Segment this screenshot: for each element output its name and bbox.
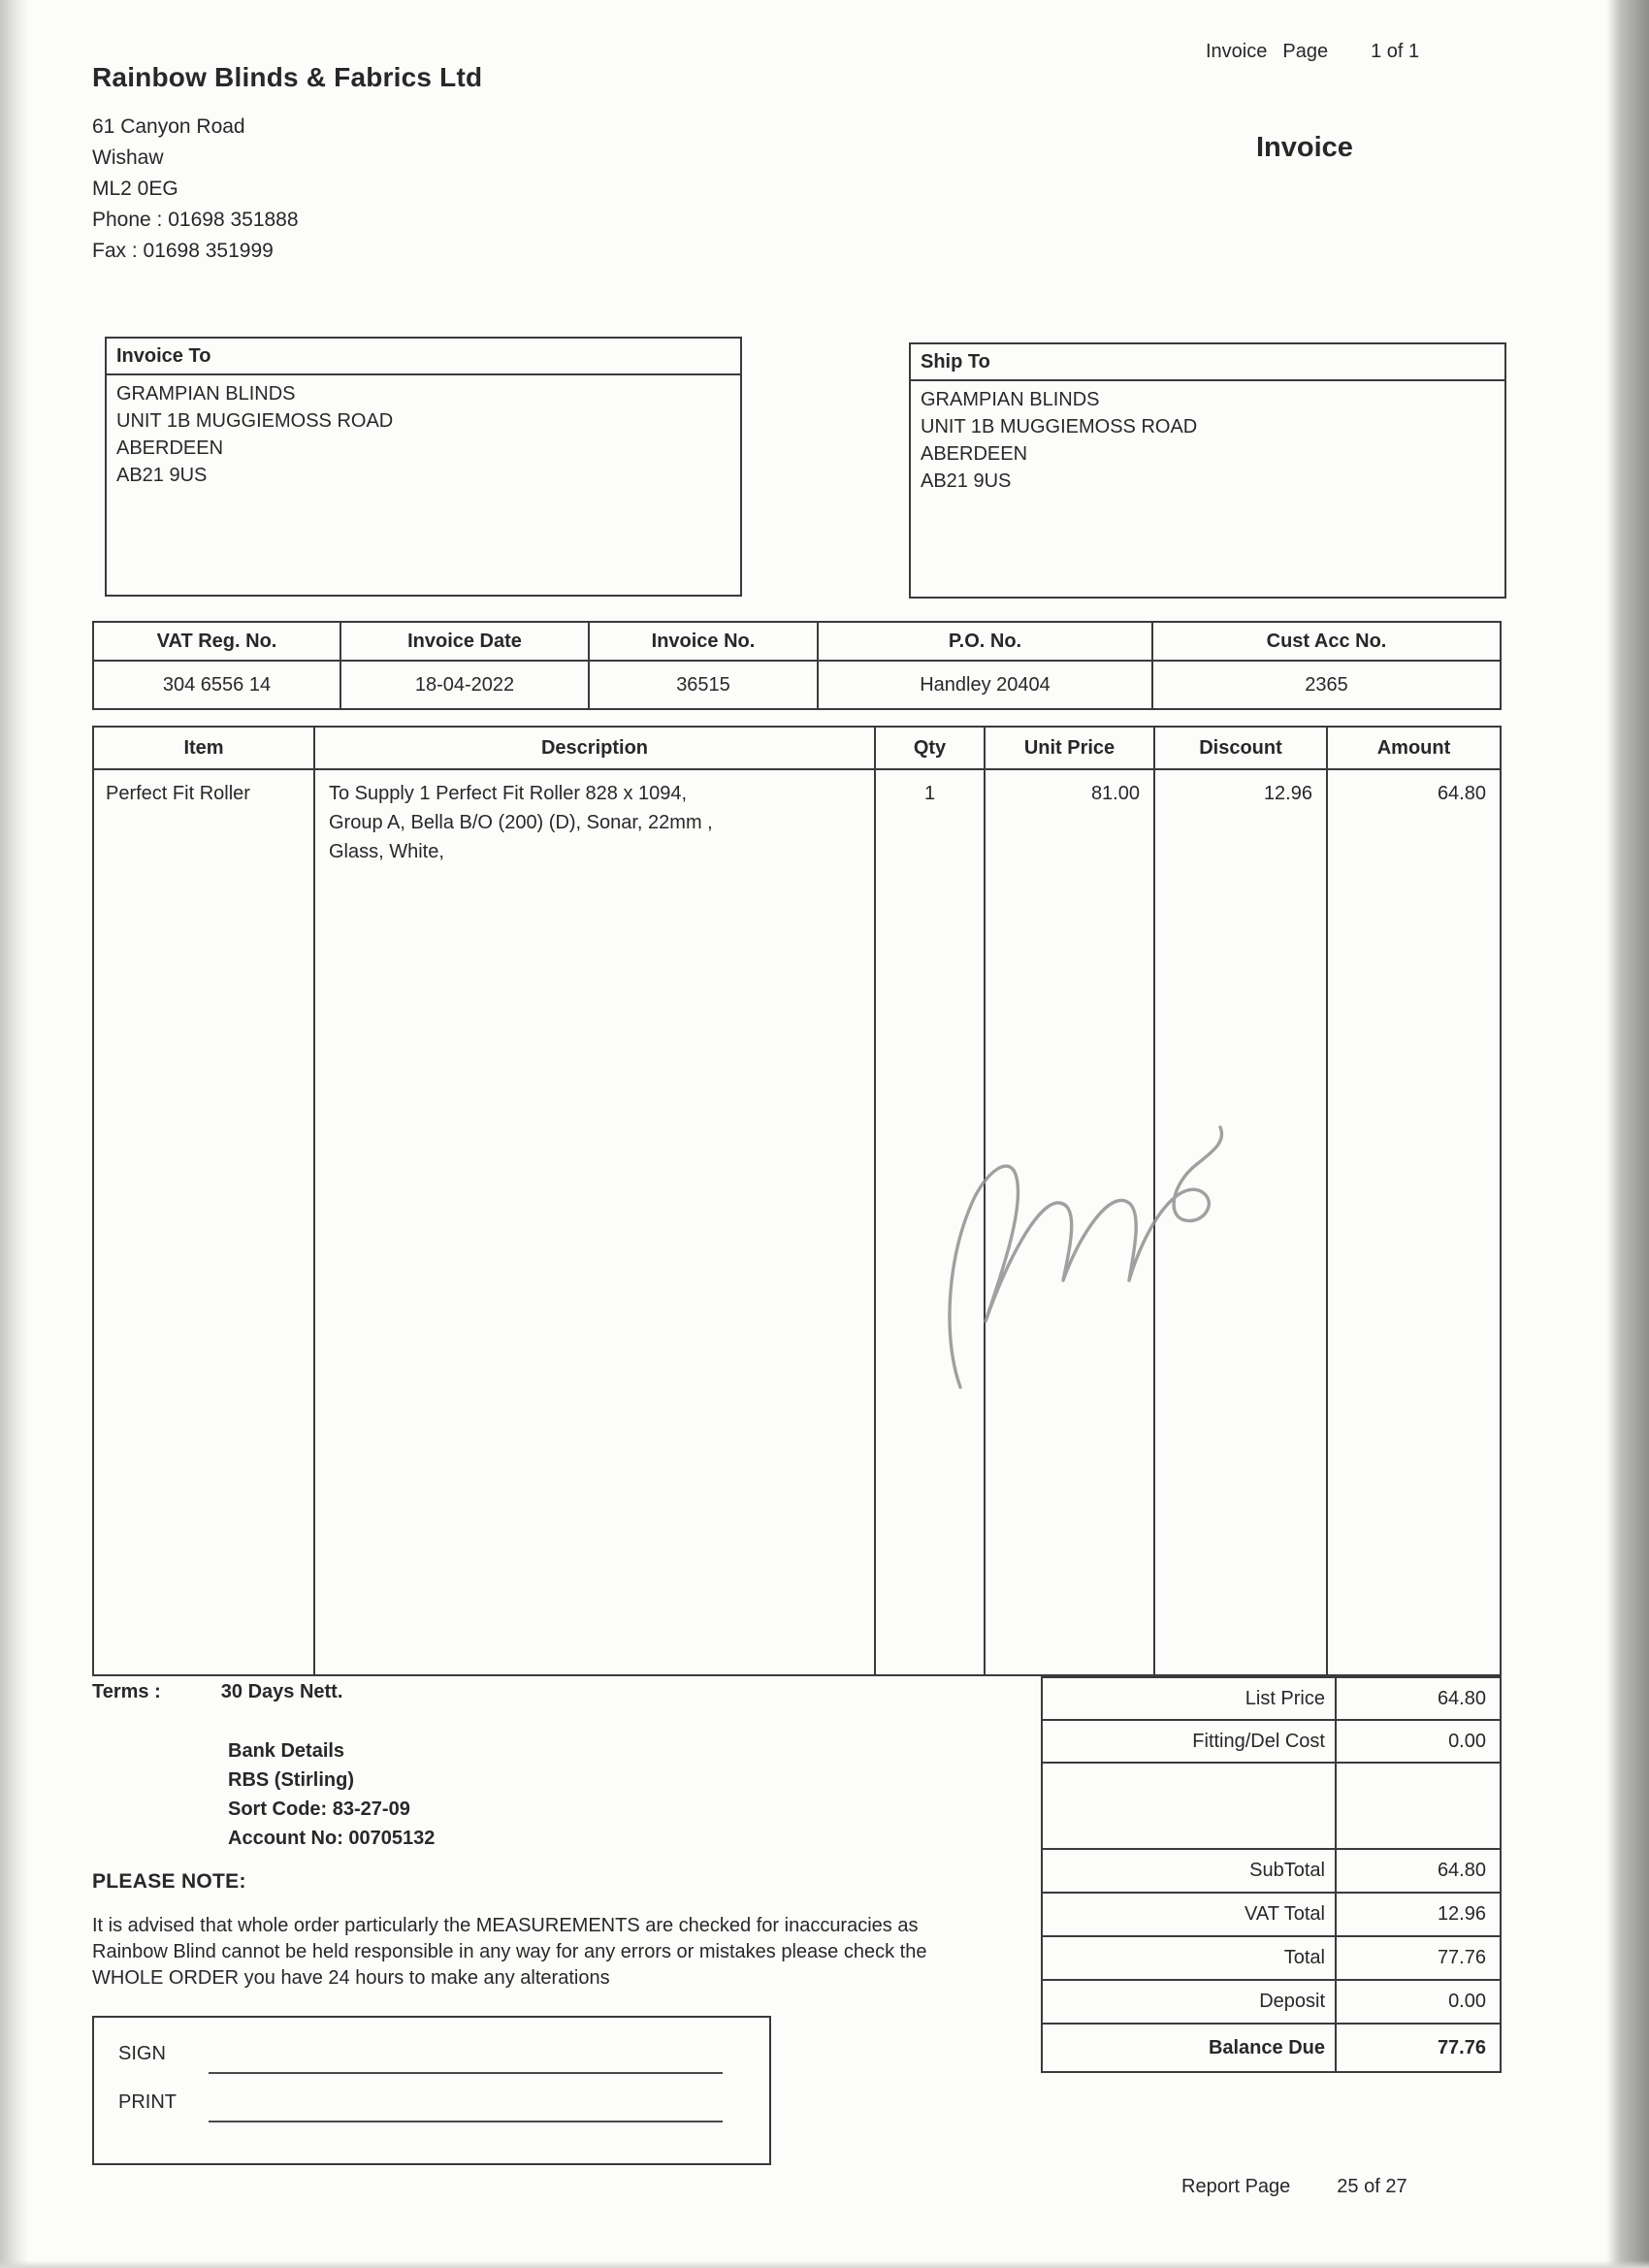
meta-header-cust-acc: Cust Acc No. <box>1153 623 1500 662</box>
company-name: Rainbow Blinds & Fabrics Ltd <box>92 62 483 92</box>
ship-to-line: UNIT 1B MUGGIEMOSS ROAD <box>921 416 1198 437</box>
item-discount-cell: 12.96 <box>1155 770 1328 1674</box>
company-address-line: ML2 0EG <box>92 178 178 200</box>
ship-to-line: AB21 9US <box>921 470 1012 492</box>
totals-value-vat-total: 12.96 <box>1337 1894 1500 1937</box>
sign-print-box <box>92 2016 771 2165</box>
print-label: PRINT <box>118 2091 177 2113</box>
totals-label-list-price: List Price <box>1043 1678 1337 1721</box>
ship-to-line: GRAMPIAN BLINDS <box>921 389 1100 410</box>
invoice-to-address <box>107 375 740 494</box>
invoice-title: Invoice <box>1256 132 1353 163</box>
invoice-to-box <box>105 337 742 597</box>
meta-header-po-no: P.O. No. <box>819 623 1153 662</box>
bank-details <box>228 1736 435 1853</box>
scan-edge-left <box>0 0 29 2268</box>
sign-label: SIGN <box>118 2043 166 2064</box>
item-description-line: To Supply 1 Perfect Fit Roller 828 x 1094, <box>329 783 688 804</box>
note-body: It is advised that whole order particularly the MEASUREMENTS are checked for inaccuracies as Rainbow Blind cannot be held responsible in any way for any errors or mistakes please check the WHOLE ORDER you have 24 hours to make any alterations <box>92 1915 927 1989</box>
terms-row <box>92 1681 342 1703</box>
items-header-unit-price: Unit Price <box>986 728 1155 770</box>
ship-to-box <box>909 342 1506 599</box>
report-page-label: Report Page <box>1181 2176 1291 2197</box>
invoice-meta-table <box>92 621 1502 710</box>
ship-to-title: Ship To <box>911 344 1504 381</box>
company-address-line: Wishaw <box>92 146 164 169</box>
items-header-discount: Discount <box>1155 728 1328 770</box>
totals-value-list-price: 64.80 <box>1337 1678 1500 1721</box>
item-name-cell <box>94 770 315 1674</box>
invoice-to-line: ABERDEEN <box>116 437 224 459</box>
sign-line <box>209 2072 723 2074</box>
item-name: Perfect Fit Roller <box>106 783 250 804</box>
invoice-to-line: UNIT 1B MUGGIEMOSS ROAD <box>116 410 394 432</box>
totals-value-deposit: 0.00 <box>1337 1981 1500 2025</box>
meta-value-po-no: Handley 20404 <box>819 662 1153 708</box>
bank-name: RBS (Stirling) <box>228 1769 354 1791</box>
totals-spacer-value <box>1337 1764 1500 1850</box>
totals-value-fitting-del: 0.00 <box>1337 1721 1500 1764</box>
page-indicator-value: 1 of 1 <box>1371 41 1420 62</box>
meta-value-date: 18-04-2022 <box>341 662 590 708</box>
totals-label-total: Total <box>1043 1937 1337 1981</box>
meta-header-invoice-no: Invoice No. <box>590 623 819 662</box>
item-description-cell <box>315 770 876 1674</box>
item-amount-cell: 64.80 <box>1437 783 1486 804</box>
terms-label: Terms : <box>92 1681 161 1702</box>
meta-header-date: Invoice Date <box>341 623 590 662</box>
totals-spacer-label <box>1043 1764 1337 1850</box>
print-line <box>209 2121 723 2122</box>
page-indicator-word: Page <box>1282 41 1329 62</box>
totals-value-total: 77.76 <box>1337 1937 1500 1981</box>
bank-account-no: Account No: 00705132 <box>228 1828 436 1849</box>
meta-value-vat: 304 6556 14 <box>94 662 341 708</box>
scan-edge-right <box>1606 0 1649 2268</box>
invoice-to-title: Invoice To <box>107 339 740 375</box>
items-header-description: Description <box>315 728 876 770</box>
item-description-line: Glass, White, <box>329 841 444 862</box>
meta-value-invoice-no: 36515 <box>590 662 819 708</box>
totals-label-deposit: Deposit <box>1043 1981 1337 2025</box>
totals-value-subtotal: 64.80 <box>1337 1850 1500 1894</box>
items-header-amount: Amount <box>1328 728 1500 770</box>
meta-value-cust-acc: 2365 <box>1305 673 1348 696</box>
meta-header-vat: VAT Reg. No. <box>94 623 341 662</box>
report-page-value: 25 of 27 <box>1337 2176 1407 2197</box>
totals-value-balance-due: 77.76 <box>1437 2036 1486 2058</box>
page-indicator-word: Invoice <box>1206 41 1268 62</box>
totals-label-balance-due: Balance Due <box>1043 2025 1337 2071</box>
items-header-qty: Qty <box>876 728 986 770</box>
items-table <box>92 726 1502 1676</box>
ship-to-address <box>911 381 1504 500</box>
invoice-to-line: GRAMPIAN BLINDS <box>116 383 296 405</box>
bank-sort-code: Sort Code: 83-27-09 <box>228 1798 410 1820</box>
company-fax: Fax : 01698 351999 <box>92 240 274 262</box>
totals-label-fitting-del: Fitting/Del Cost <box>1043 1721 1337 1764</box>
signature-scribble <box>922 1048 1242 1407</box>
item-description-line: Group A, Bella B/O (200) (D), Sonar, 22mm , <box>329 812 713 833</box>
page-indicator <box>1206 41 1419 63</box>
scan-edge-bottom <box>0 2260 1649 2268</box>
note-title: PLEASE NOTE: <box>92 1870 246 1893</box>
ship-to-line: ABERDEEN <box>921 443 1028 465</box>
invoice-to-line: AB21 9US <box>116 465 208 486</box>
company-phone: Phone : 01698 351888 <box>92 209 299 231</box>
company-address-line: 61 Canyon Road <box>92 115 245 138</box>
company-address <box>92 112 299 267</box>
items-header-item: Item <box>94 728 315 770</box>
terms-value: 30 Days Nett. <box>220 1681 343 1702</box>
item-unit-price-cell: 81.00 <box>986 770 1155 1674</box>
totals-label-subtotal: SubTotal <box>1043 1850 1337 1894</box>
report-page-indicator <box>1181 2176 1407 2198</box>
totals-box <box>1041 1676 1502 2073</box>
item-qty-cell: 1 <box>876 770 986 1674</box>
totals-label-vat-total: VAT Total <box>1043 1894 1337 1937</box>
bank-details-title: Bank Details <box>228 1740 345 1762</box>
